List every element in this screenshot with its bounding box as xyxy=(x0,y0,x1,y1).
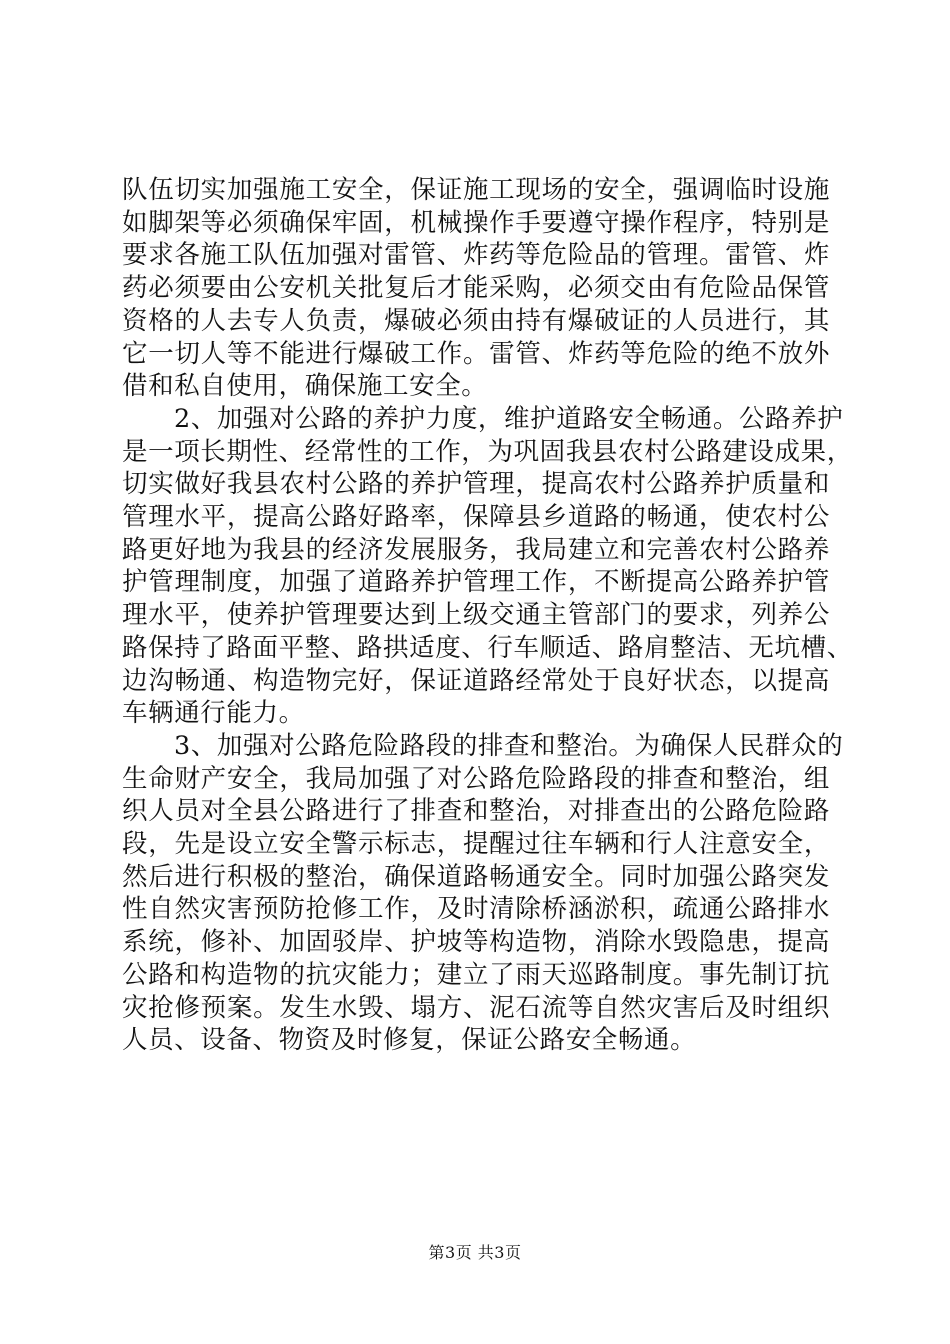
text-line: 段，先是设立安全警示标志，提醒过往车辆和行人注意安全， xyxy=(122,829,830,860)
text-line: 切实做好我县农村公路的养护管理，提高农村公路养护质量和 xyxy=(122,469,830,500)
paragraph-3 xyxy=(122,730,844,1057)
page-footer xyxy=(0,1243,950,1263)
text-line: 2、加强对公路的养护力度，维护道路安全畅通。公路养护 xyxy=(174,403,844,434)
text-line: 队伍切实加强施工安全，保证施工现场的安全，强调临时设施 xyxy=(122,175,830,205)
text-line: 生命财产安全，我局加强了对公路危险路段的排查和整治，组 xyxy=(122,763,830,794)
text-line: 要求各施工队伍加强对雷管、炸药等危险品的管理。雷管、炸 xyxy=(122,240,830,271)
text-line: 灾抢修预案。发生水毁、塌方、泥石流等自然灾害后及时组织 xyxy=(122,992,830,1023)
text-line: 资格的人去专人负责，爆破必须由持有爆破证的人员进行，其 xyxy=(122,305,830,336)
text-line: 管理水平，提高公路好路率，保障县乡道路的畅通，使农村公 xyxy=(122,502,830,533)
text-line: 是一项长期性、经常性的工作，为巩固我县农村公路建设成果， xyxy=(122,436,853,467)
text-line: 性自然灾害预防抢修工作，及时清除桥涵淤积，疏通公路排水 xyxy=(122,894,830,925)
text-line: 路更好地为我县的经济发展服务，我局建立和完善农村公路养 xyxy=(122,534,830,565)
text-line: 织人员对全县公路进行了排查和整治，对排查出的公路危险路 xyxy=(122,796,830,827)
text-line: 公路和构造物的抗灾能力；建立了雨天巡路制度。事先制订抗 xyxy=(122,959,830,990)
text-line: 边沟畅通、构造物完好，保证道路经常处于良好状态，以提高 xyxy=(122,665,830,696)
paragraph-2 xyxy=(122,403,853,730)
text-line: 药必须要由公安机关批复后才能采购，必须交由有危险品保管 xyxy=(122,273,830,304)
text-line: 它一切人等不能进行爆破工作。雷管、炸药等危险的绝不放外 xyxy=(122,338,830,369)
page-number-label: 第3页 共3页 xyxy=(428,1243,522,1262)
text-line: 人员、设备、物资及时修复，保证公路安全畅通。 xyxy=(122,1025,697,1056)
text-line: 如脚架等必须确保牢固，机械操作手要遵守操作程序，特别是 xyxy=(122,207,830,238)
text-line: 然后进行积极的整治，确保道路畅通安全。同时加强公路突发 xyxy=(122,861,830,892)
text-line: 理水平，使养护管理要达到上级交通主管部门的要求，列养公 xyxy=(122,600,830,631)
text-line: 系统，修补、加固驳岸、护坡等构造物，消除水毁隐患，提高 xyxy=(122,927,830,958)
text-line: 路保持了路面平整、路拱适度、行车顺适、路肩整洁、无坑槽、 xyxy=(122,632,853,663)
paragraph-1 xyxy=(122,174,830,403)
text-line: 3、加强对公路危险路段的排查和整治。为确保人民群众的 xyxy=(174,730,844,761)
body-text xyxy=(122,174,853,1057)
text-line: 护管理制度，加强了道路养护管理工作，不断提高公路养护管 xyxy=(122,567,830,598)
text-line: 车辆通行能力。 xyxy=(122,698,305,729)
text-line: 借和私自使用，确保施工安全。 xyxy=(122,371,488,402)
